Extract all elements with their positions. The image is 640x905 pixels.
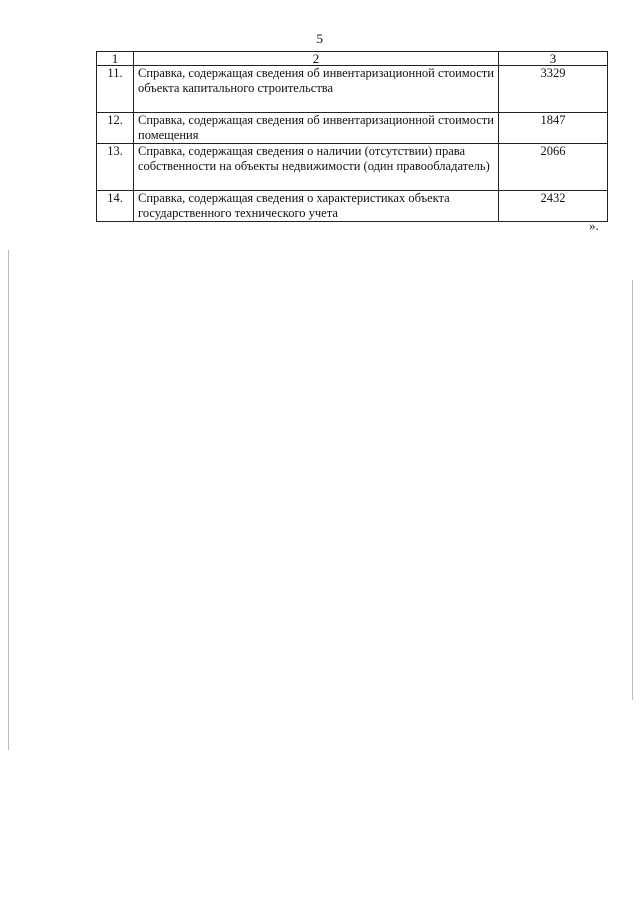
scan-edge-right [632,280,633,700]
column-header-description: 2 [134,52,499,66]
table-row [97,144,608,191]
row-value: 2066 [499,144,608,191]
row-description: Справка, содержащая сведения о наличии (отсутствии) права собственности на объекты недвижимости (один правообладатель) [134,144,499,191]
row-number: 13. [97,144,134,191]
table-row [97,113,608,144]
row-number: 11. [97,66,134,113]
fee-table [96,51,608,222]
column-header-number: 1 [97,52,134,66]
row-number: 12. [97,113,134,144]
closing-quote-mark: ». [589,218,599,233]
row-value: 2432 [499,191,608,222]
table-header-row [97,52,608,66]
row-value: 3329 [499,66,608,113]
row-value: 1847 [499,113,608,144]
table-row [97,191,608,222]
row-number: 14. [97,191,134,222]
row-description: Справка, содержащая сведения об инвентаризационной стоимости объекта капитального строительства [134,66,499,113]
row-description: Справка, содержащая сведения о характеристиках объекта государственного технического учета [134,191,499,222]
column-header-value: 3 [499,52,608,66]
scan-edge-left [8,250,9,750]
row-description: Справка, содержащая сведения об инвентаризационной стоимости помещения [134,113,499,144]
table-row [97,66,608,113]
page-number: 5 [316,31,324,46]
